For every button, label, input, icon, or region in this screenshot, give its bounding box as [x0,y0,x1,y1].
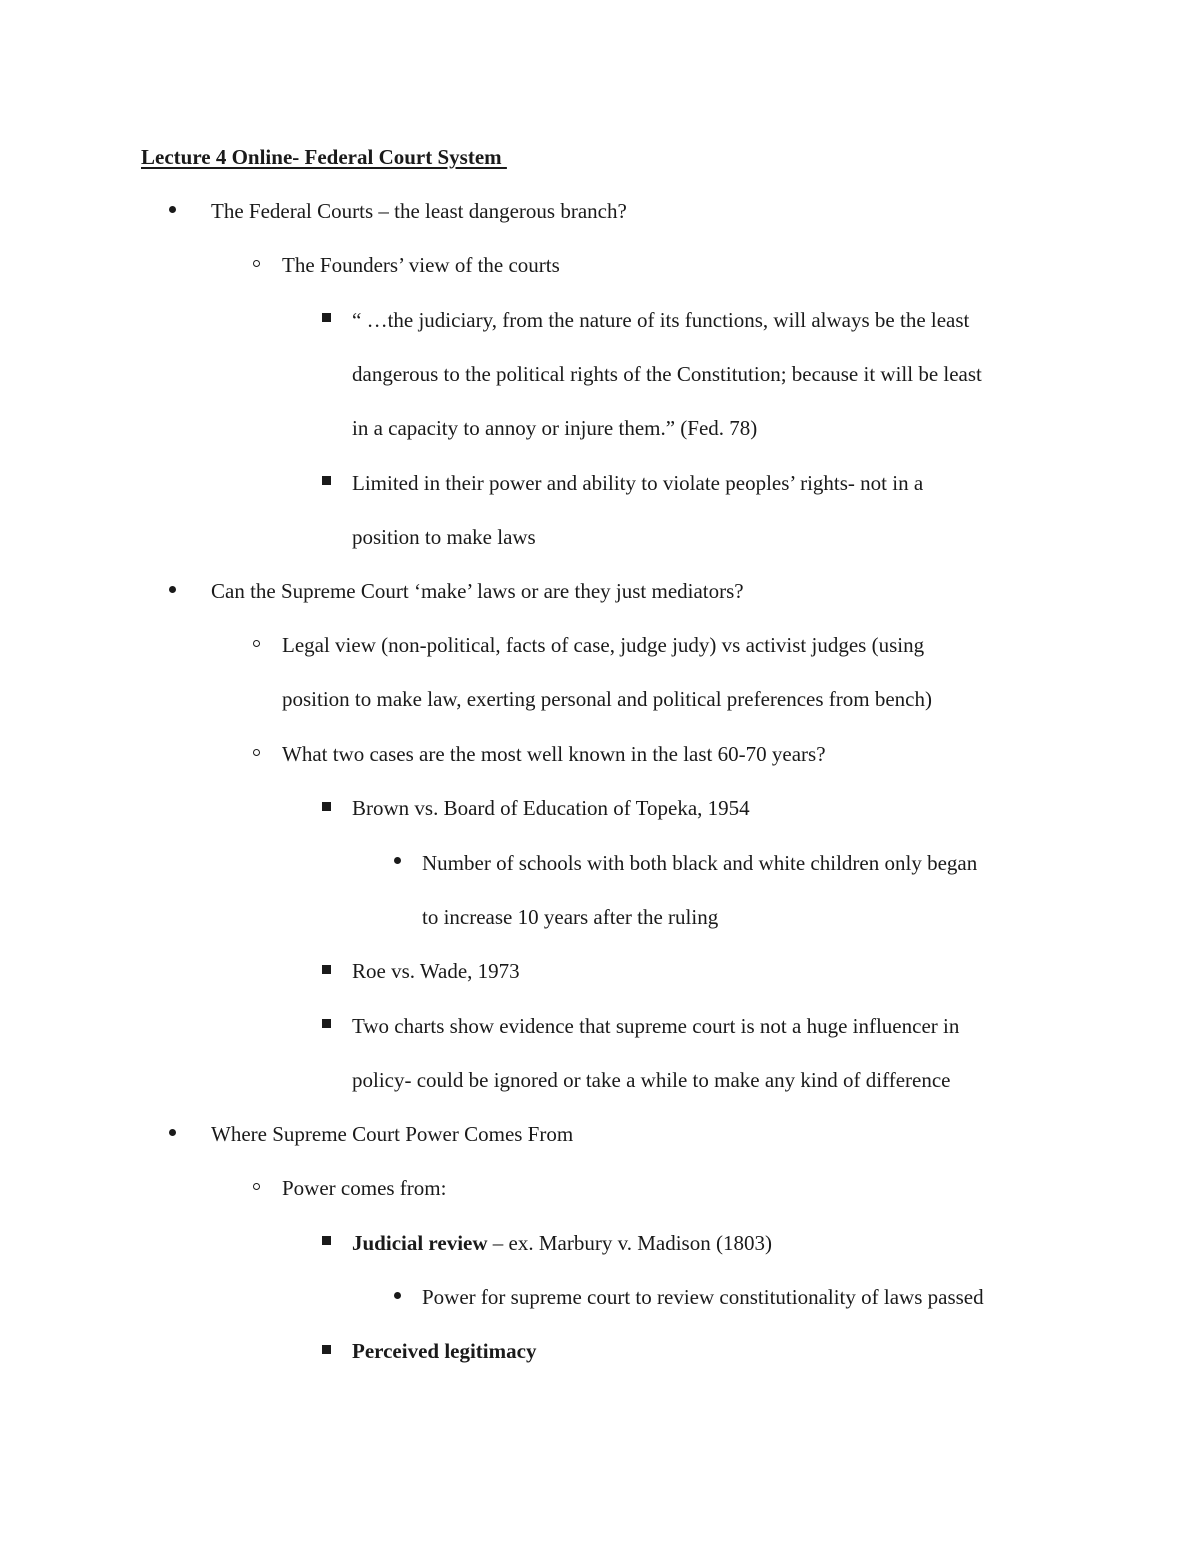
list-item-text: – ex. Marbury v. Madison (1803) [487,1230,772,1255]
bullet-circle-icon [246,727,266,781]
list-item-line: “ …the judiciary, from the nature of its functions, will always be the least [352,307,970,332]
list-item [352,293,982,455]
list-item-line: Can the Supreme Court ‘make’ laws or are they just mediators? [211,579,744,604]
bullet-circle-icon [246,618,266,672]
list-item [422,1270,984,1324]
list-item [282,238,560,292]
list-item-line [352,1324,536,1378]
list-item-bold-term: Judicial review [352,1230,488,1255]
list-item-line: Where Supreme Court Power Comes From [211,1122,574,1147]
list-item-line: Number of schools with both black and white children only began [422,850,978,875]
list-item [422,836,977,944]
list-item [352,944,520,998]
list-item-line: in a capacity to annoy or injure them.” (Fed. 78) [352,415,758,440]
list-item-line: The Federal Courts – the least dangerous branch? [211,199,627,223]
document-title: Lecture 4 Online- Federal Court System [141,145,507,169]
list-item [211,564,744,618]
list-item [352,456,923,564]
bullet-square-icon [316,999,336,1053]
list-item [282,618,932,726]
bullet-disc-icon [162,1107,182,1161]
bullet-disc-icon [387,836,407,890]
bullet-square-icon [316,293,336,347]
list-item-line: Brown vs. Board of Education of Topeka, 1954 [352,796,750,821]
list-item-line: Limited in their power and ability to violate peoples’ rights- not in a [352,470,924,495]
list-item-line: The Founders’ view of the courts [282,253,560,278]
bullet-disc-icon [387,1270,407,1324]
list-item-line: position to make law, exerting personal and political preferences from bench) [282,687,932,712]
list-item-line: policy- could be ignored or take a while to make any kind of difference [352,1067,951,1092]
bullet-circle-icon [246,238,266,292]
list-item-line: to increase 10 years after the ruling [422,904,719,929]
bullet-square-icon [316,456,336,510]
list-item [352,999,959,1107]
bullet-square-icon [316,781,336,835]
list-item [352,781,750,835]
list-item [282,1161,446,1215]
list-item-line: What two cases are the most well known in the last 60-70 years? [282,742,826,766]
bullet-disc-icon [162,184,182,238]
list-item [282,727,826,781]
list-item-line: Roe vs. Wade, 1973 [352,959,520,984]
list-item-bold-term: Perceived legitimacy [352,1339,537,1364]
list-item [211,1107,573,1161]
list-item-line [352,1216,772,1270]
bullet-square-icon [316,1324,336,1378]
bullet-disc-icon [162,564,182,618]
list-item-line: position to make laws [352,524,536,549]
list-item-line: Power comes from: [282,1176,447,1201]
list-item-line: dangerous to the political rights of the Constitution; because it will be least [352,361,982,386]
bullet-square-icon [316,944,336,998]
list-item-line: Power for supreme court to review constitutionality of laws passed [422,1285,984,1309]
list-item [352,1324,536,1378]
bullet-circle-icon [246,1161,266,1215]
list-item-line: Legal view (non-political, facts of case, judge judy) vs activist judges (using [282,633,925,658]
list-item [211,184,627,238]
list-item-line: Two charts show evidence that supreme court is not a huge influencer in [352,1013,960,1038]
list-item [352,1216,772,1270]
bullet-square-icon [316,1216,336,1270]
